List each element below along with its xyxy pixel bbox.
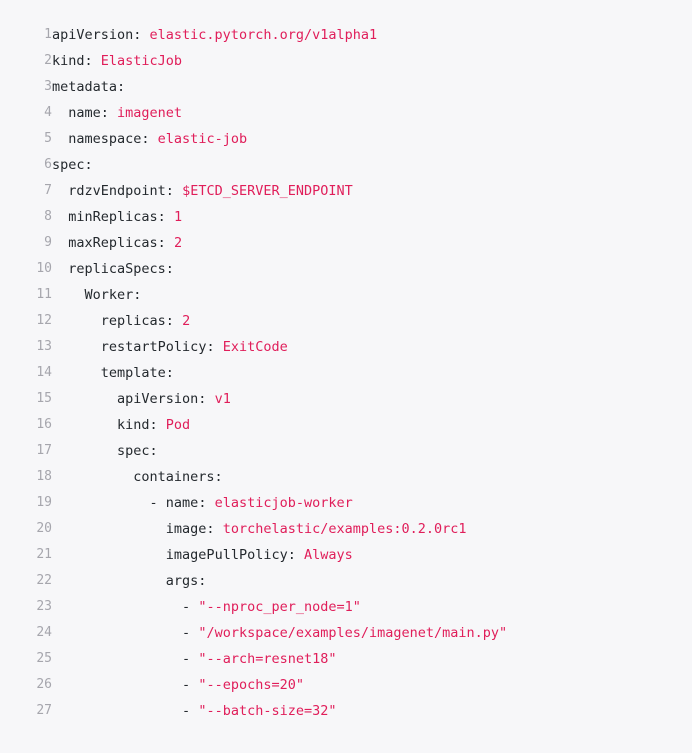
yaml-key: restartPolicy: (100, 339, 215, 355)
code-line (0, 230, 692, 256)
line-number: 5 (44, 131, 52, 146)
code-line-content[interactable] (52, 542, 692, 568)
yaml-value: 2 (165, 235, 183, 251)
yaml-key: apiVersion: (117, 391, 207, 407)
yaml-key: image: (165, 521, 215, 537)
line-number: 9 (44, 235, 52, 250)
line-number: 25 (36, 651, 52, 666)
yaml-key: - (182, 651, 191, 667)
yaml-value: 1 (165, 209, 183, 225)
line-number: 8 (44, 209, 52, 224)
code-line (0, 672, 692, 698)
yaml-key: spec: (117, 443, 158, 459)
line-number: 22 (36, 573, 52, 588)
line-number: 27 (36, 703, 52, 718)
code-line (0, 74, 692, 100)
code-line (0, 646, 692, 672)
line-number: 11 (36, 287, 52, 302)
yaml-value: torchelastic/examples:0.2.0rc1 (214, 521, 467, 537)
yaml-key: Worker: (84, 287, 142, 303)
code-line (0, 126, 692, 152)
yaml-key: minReplicas: (68, 209, 166, 225)
yaml-key: - (182, 677, 191, 693)
line-number: 6 (44, 157, 52, 172)
line-number: 20 (36, 521, 52, 536)
code-line (0, 152, 692, 178)
code-line-content[interactable] (52, 152, 692, 178)
code-line-content[interactable] (52, 74, 692, 100)
yaml-key: name: (68, 105, 109, 121)
yaml-key: - (182, 703, 191, 719)
code-line-content[interactable] (52, 412, 692, 438)
yaml-value: "--batch-size=32" (190, 703, 337, 719)
code-line (0, 178, 692, 204)
line-number: 14 (36, 365, 52, 380)
code-line (0, 490, 692, 516)
code-line (0, 698, 692, 724)
yaml-value: Always (295, 547, 353, 563)
code-line (0, 464, 692, 490)
yaml-key: metadata: (52, 79, 126, 95)
line-number: 3 (44, 79, 52, 94)
yaml-value: 2 (173, 313, 191, 329)
code-line (0, 386, 692, 412)
line-number: 21 (36, 547, 52, 562)
yaml-key: - (182, 599, 191, 615)
yaml-key: - (182, 625, 191, 641)
yaml-value: ExitCode (214, 339, 288, 355)
yaml-key: args: (165, 573, 207, 589)
code-line-content[interactable] (52, 178, 692, 204)
code-line-content[interactable] (52, 360, 692, 386)
yaml-value: "--nproc_per_node=1" (190, 599, 361, 615)
line-number: 17 (36, 443, 52, 458)
yaml-value: ElasticJob (92, 53, 183, 69)
code-body (0, 22, 692, 724)
code-line-content[interactable] (52, 438, 692, 464)
code-line (0, 542, 692, 568)
yaml-key: containers: (133, 469, 223, 485)
line-number: 23 (36, 599, 52, 614)
code-line-content[interactable] (52, 620, 692, 646)
line-number: 7 (44, 183, 52, 198)
code-line (0, 100, 692, 126)
code-line (0, 308, 692, 334)
code-line-content[interactable] (52, 386, 692, 412)
code-line-content[interactable] (52, 230, 692, 256)
line-number: 15 (36, 391, 52, 406)
code-line-content[interactable] (52, 48, 692, 74)
code-line (0, 568, 692, 594)
yaml-value: imagenet (108, 105, 183, 121)
yaml-key: replicas: (100, 313, 174, 329)
code-line-content[interactable] (52, 464, 692, 490)
code-line (0, 620, 692, 646)
code-line-content[interactable] (52, 516, 692, 542)
yaml-key: imagePullPolicy: (165, 547, 296, 563)
yaml-value: "/workspace/examples/imagenet/main.py" (190, 625, 508, 641)
code-line (0, 594, 692, 620)
line-number: 18 (36, 469, 52, 484)
code-line (0, 204, 692, 230)
code-line (0, 360, 692, 386)
code-line-content[interactable] (52, 308, 692, 334)
line-number: 13 (36, 339, 52, 354)
yaml-key: kind: (52, 53, 93, 69)
yaml-key: namespace: (68, 131, 150, 147)
code-line-content[interactable] (52, 100, 692, 126)
code-line-content[interactable] (52, 256, 692, 282)
code-line-content[interactable] (52, 594, 692, 620)
code-line (0, 282, 692, 308)
code-line-content[interactable] (52, 282, 692, 308)
yaml-value: $ETCD_SERVER_ENDPOINT (173, 183, 353, 199)
line-number: 4 (44, 105, 52, 120)
line-number: 2 (44, 53, 52, 68)
line-number: 12 (36, 313, 52, 328)
yaml-value: "--arch=resnet18" (190, 651, 337, 667)
yaml-value: v1 (206, 391, 231, 407)
line-number: 16 (36, 417, 52, 432)
yaml-key: template: (100, 365, 174, 381)
line-number: 19 (36, 495, 52, 510)
code-line-content[interactable] (52, 698, 692, 724)
code-table (0, 22, 692, 724)
code-line (0, 438, 692, 464)
code-line (0, 516, 692, 542)
code-line-content[interactable] (52, 204, 692, 230)
yaml-key: - name: (149, 495, 207, 511)
yaml-key: replicaSpecs: (68, 261, 174, 277)
yaml-key: maxReplicas: (68, 235, 166, 251)
code-line-content[interactable] (52, 490, 692, 516)
code-line (0, 334, 692, 360)
code-line (0, 22, 692, 48)
yaml-value: Pod (157, 417, 191, 433)
yaml-key: kind: (117, 417, 158, 433)
code-line (0, 256, 692, 282)
code-line-content[interactable] (52, 22, 692, 48)
yaml-value: elastic-job (149, 131, 248, 147)
yaml-key: rdzvEndpoint: (68, 183, 174, 199)
yaml-key: spec: (52, 157, 93, 173)
code-line-content[interactable] (52, 334, 692, 360)
yaml-value: "--epochs=20" (190, 677, 304, 693)
line-number: 10 (36, 261, 52, 276)
code-line (0, 412, 692, 438)
yaml-value: elasticjob-worker (206, 495, 353, 511)
code-line-content[interactable] (52, 672, 692, 698)
line-number: 26 (36, 677, 52, 692)
code-line-content[interactable] (52, 126, 692, 152)
line-number: 24 (36, 625, 52, 640)
yaml-key: apiVersion: (52, 27, 142, 43)
line-number: 1 (44, 27, 52, 42)
code-line-content[interactable] (52, 568, 692, 594)
code-line (0, 48, 692, 74)
code-line-content[interactable] (52, 646, 692, 672)
yaml-value: elastic.pytorch.org/v1alpha1 (141, 27, 378, 43)
